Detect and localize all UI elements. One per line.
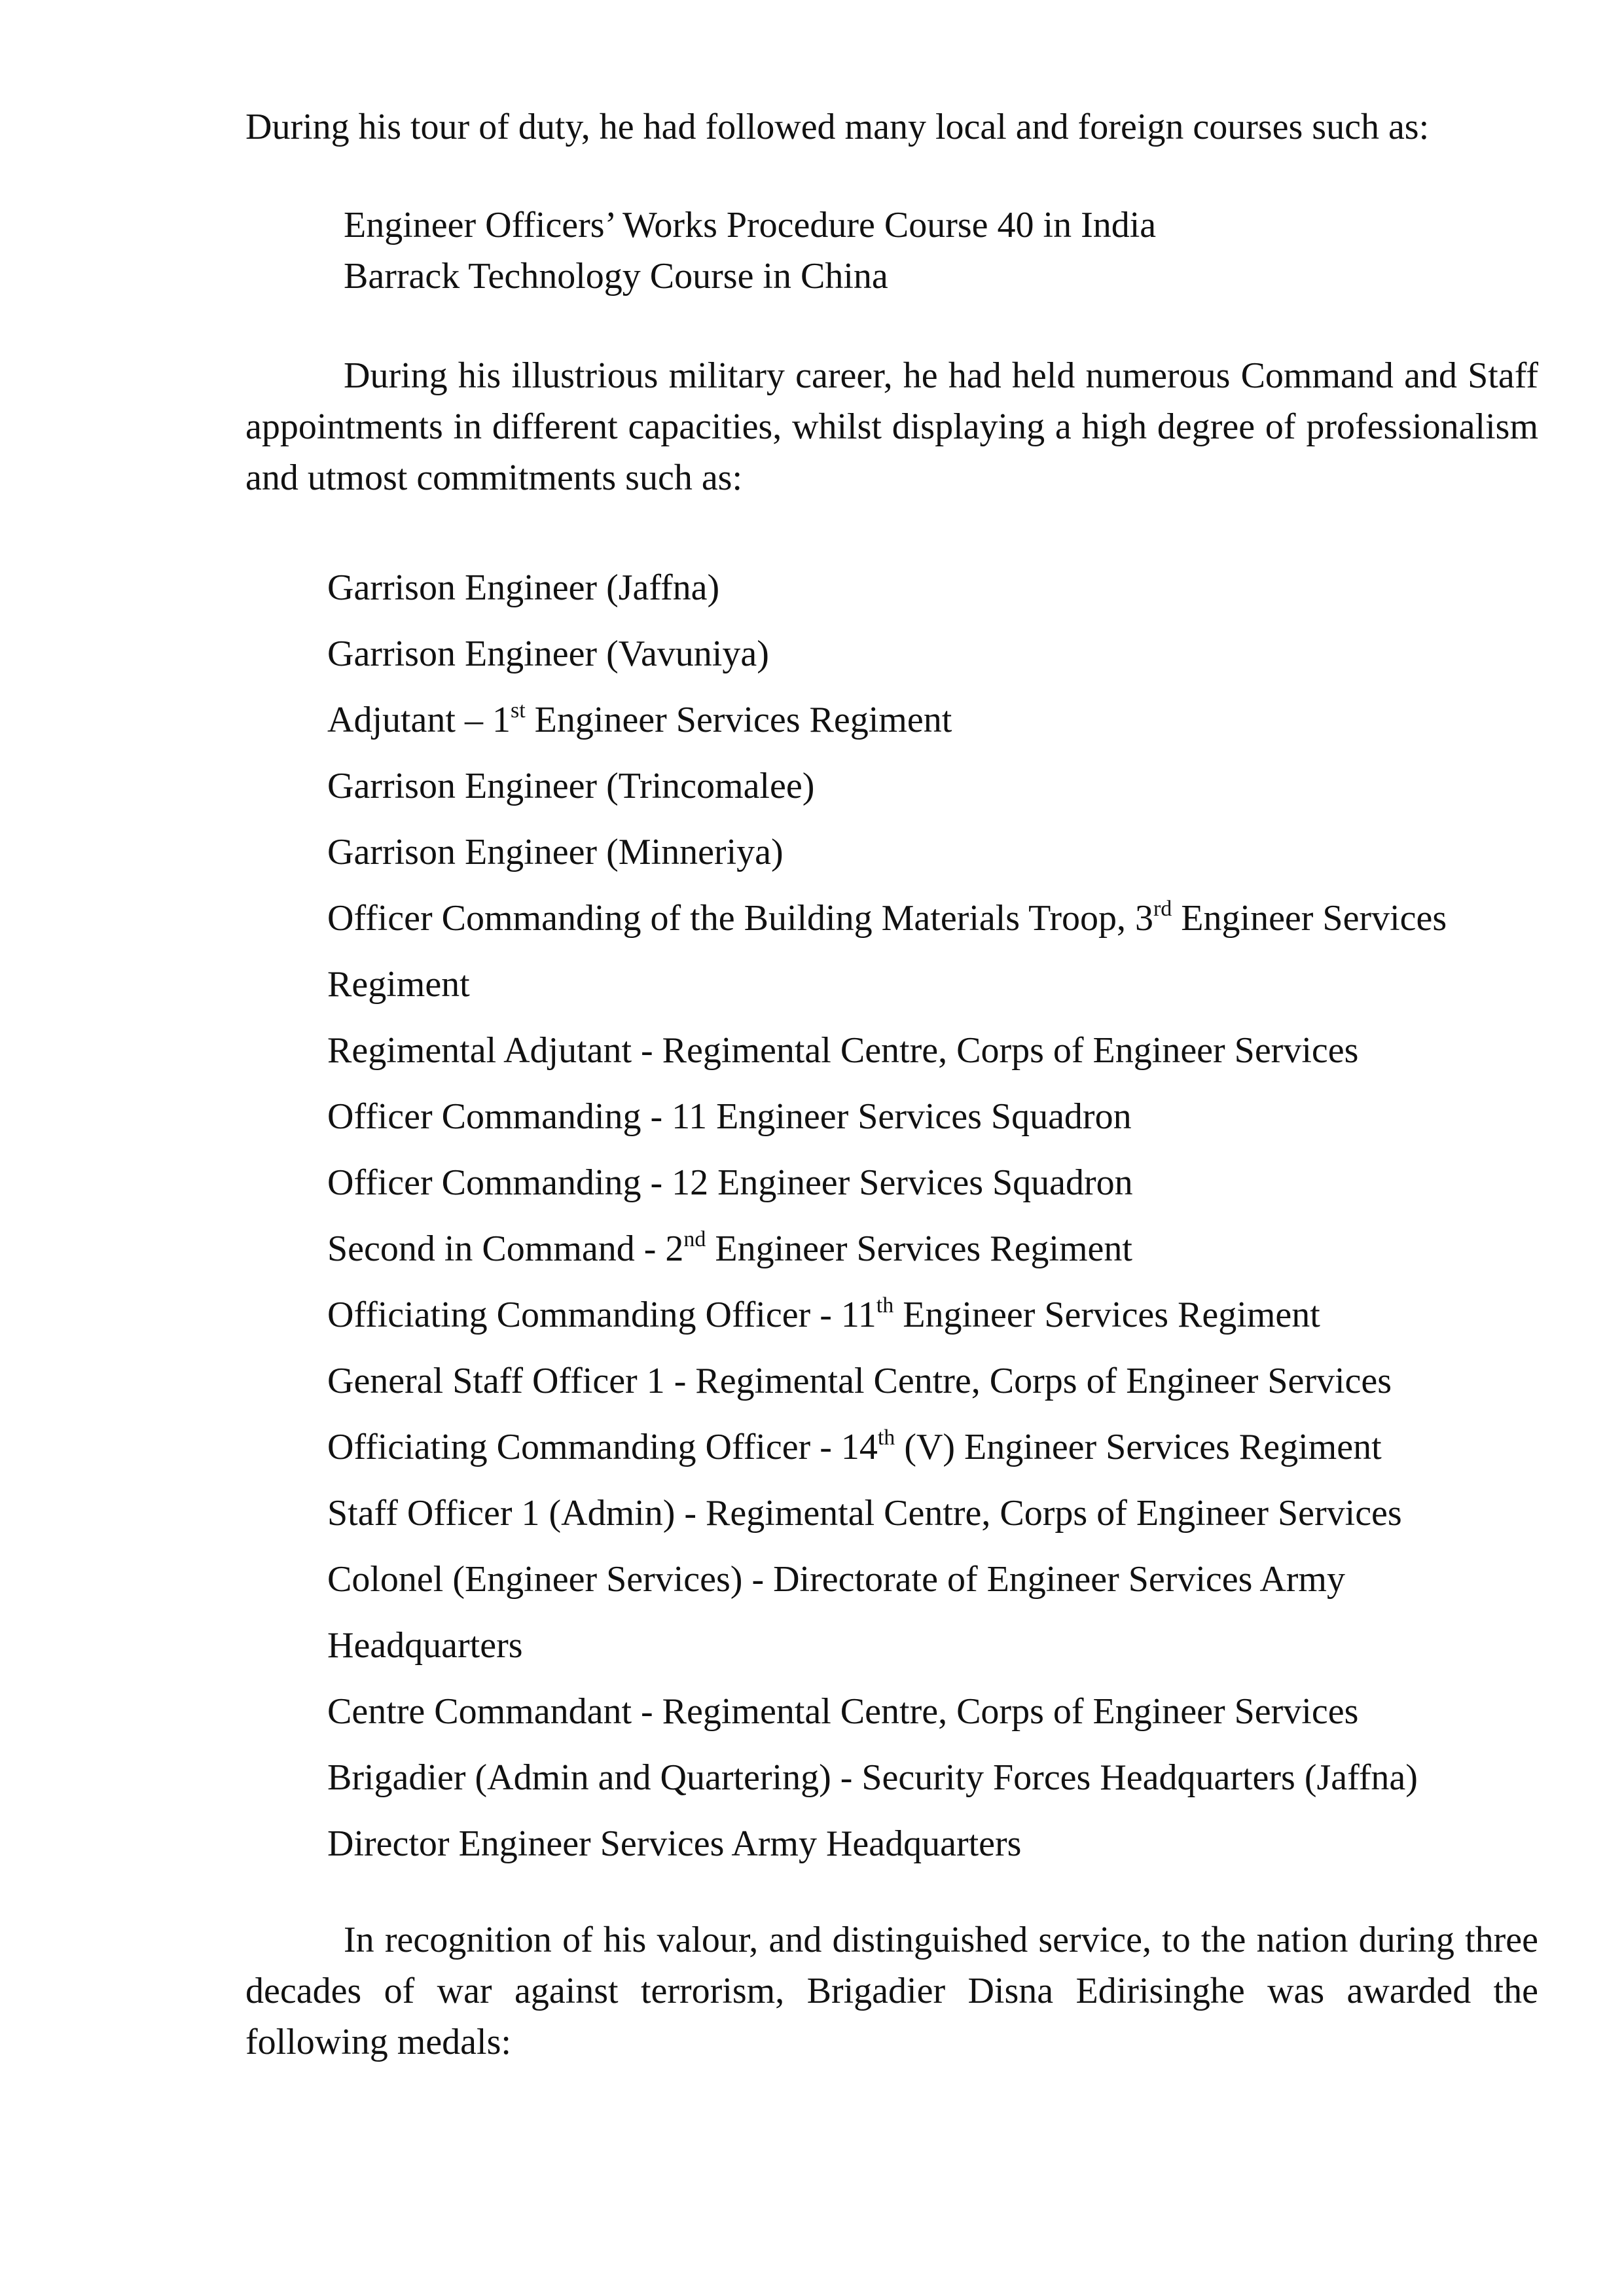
- recognition-paragraph: In recognition of his valour, and distinguished service, to the nation during three decades of war against terrorism, Brigadier Disna Edirisinghe was awarded the following medals:: [245, 1920, 1538, 2062]
- appointment-item: Headquarters: [327, 1625, 523, 1666]
- appointment-item: Brigadier (Admin and Quartering) - Security Forces Headquarters (Jaffna): [327, 1757, 1418, 1798]
- appointment-item: Colonel (Engineer Services) - Directorate of Engineer Services Army: [327, 1559, 1345, 1600]
- career-paragraph: During his illustrious military career, he had held numerous Command and Staff appointments in different capacities, whilst displaying a high degree of professionalism and utmost commitments such as:: [245, 355, 1538, 498]
- appointments-list: [327, 555, 1538, 1877]
- course-item: Barrack Technology Course in China: [344, 256, 888, 296]
- courses-list: [344, 200, 1156, 302]
- appointment-item: Officer Commanding - 12 Engineer Services Squadron: [327, 1162, 1133, 1203]
- appointment-item: Officiating Commanding Officer - 14th (V) Engineer Services Regiment: [327, 1426, 1382, 1467]
- appointment-item: Officer Commanding of the Building Materials Troop, 3rd Engineer Services: [327, 897, 1447, 939]
- appointment-item: Garrison Engineer (Jaffna): [327, 567, 720, 608]
- appointment-item: Officiating Commanding Officer - 11th Engineer Services Regiment: [327, 1293, 1320, 1335]
- appointment-item: Regimental Adjutant - Regimental Centre, Corps of Engineer Services: [327, 1030, 1359, 1071]
- appointment-item: Officer Commanding - 11 Engineer Services Squadron: [327, 1096, 1132, 1137]
- appointment-item: Staff Officer 1 (Admin) - Regimental Centre, Corps of Engineer Services: [327, 1493, 1402, 1534]
- appointment-item: Regiment: [327, 964, 470, 1005]
- appointment-item: Director Engineer Services Army Headquarters: [327, 1823, 1022, 1864]
- appointment-item: Centre Commandant - Regimental Centre, Corps of Engineer Services: [327, 1691, 1359, 1732]
- appointment-item: Garrison Engineer (Trincomalee): [327, 766, 815, 806]
- course-item: Engineer Officers’ Works Procedure Course 40 in India: [344, 205, 1157, 245]
- appointment-item: Second in Command - 2nd Engineer Services Regiment: [327, 1227, 1132, 1269]
- appointment-item: Adjutant – 1st Engineer Services Regiment: [327, 698, 952, 740]
- appointment-item: General Staff Officer 1 - Regimental Centre, Corps of Engineer Services: [327, 1361, 1392, 1401]
- appointment-item: Garrison Engineer (Vavuniya): [327, 634, 769, 674]
- intro-paragraph: During his tour of duty, he had followed many local and foreign courses such as:: [245, 107, 1430, 147]
- appointment-item: Garrison Engineer (Minneriya): [327, 832, 784, 872]
